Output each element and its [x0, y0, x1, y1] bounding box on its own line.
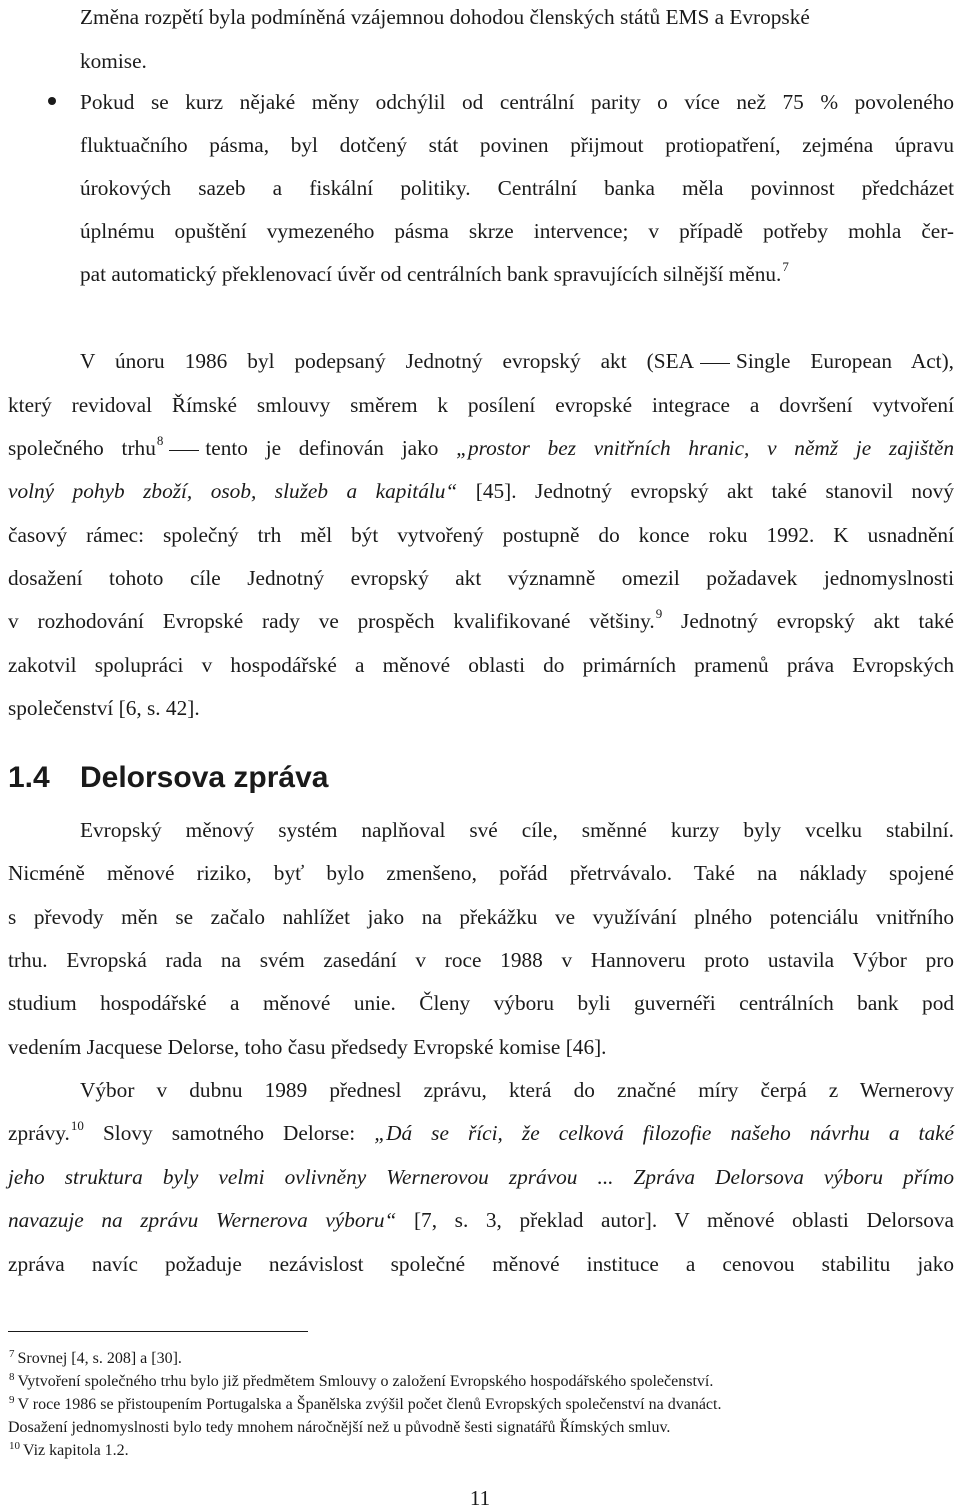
paragraph-line: v rozhodování Evropské rady ve prospěch kvalifikované většiny.$^9$ Jednotný evropský akt také [8, 606, 954, 633]
paragraph-line: Nicméně měnové riziko, byť bylo zmenšeno, pořád přetrvávalo. Také na náklady spojené [8, 861, 954, 885]
footnote-8: $^8$ Vytvoření společného trhu bylo již předmětem Smlouvy o založení Evropského hospodářského společenství. [9, 1371, 714, 1390]
paragraph-line: Evropský měnový systém naplňoval své cíle, směnné kurzy byly vcelku stabilní. [80, 818, 954, 842]
footnote-ref[interactable]: 7 [782, 259, 789, 274]
footnote-9-continued: Dosažení jednomyslnosti bylo tedy mnohem náročnější než u původně šesti signatářů Římských smluv. [8, 1419, 671, 1436]
paragraph-line: V únoru 1986 byl podepsaný Jednotný evropský akt (SEA Single European Act), [80, 349, 955, 373]
paragraph-line: zprávy.$^{10}$ Slovy samotného Delorse: „Dá se říci, že celková filozofie našeho návrhu a také [8, 1118, 954, 1145]
paragraph-line: společného trhu$^8$ tento je definován jako „prostor bez vnitřních hranic, v němž je zajištěn [8, 433, 954, 460]
page-number: 11 [469, 1486, 491, 1510]
bullet-text-line: fluktuačního pásma, byl dotčený stát povinen přijmout protiopatření, zejména úpravu [80, 133, 954, 157]
footnote-10: $^{10}$ Viz kapitola 1.2. [9, 1440, 129, 1459]
paragraph-line: časový rámec: společný trh měl být vytvořený postupně do konce roku 1992. K usnadnění [8, 523, 954, 547]
paragraph-line: s převody měn se začalo nahlížet jako na překážku ve využívání plného potenciálu vnitřního [8, 905, 954, 929]
section-number: 1.4 [8, 761, 50, 794]
footnote-separator [8, 1331, 308, 1332]
paragraph-line: Výbor v dubnu 1989 přednesl zprávu, která do značné míry čerpá z Wernerovy [80, 1078, 954, 1102]
footnote-ref[interactable]: 9 [655, 606, 663, 621]
paragraph-line: vedením Jacquese Delorse, toho času předsedy Evropské komise [46]. [8, 1035, 607, 1059]
text-line: Změna rozpětí byla podmíněná vzájemnou dohodou členských států EMS a Evropské [80, 5, 810, 29]
section-title: Delorsova zpráva [80, 761, 329, 794]
paragraph-line: studium hospodářské a měnové unie. Členy výboru byli guvernéři centrálních bank pod [8, 991, 954, 1015]
footnote-ref[interactable]: 10 [70, 1118, 84, 1133]
bullet-text-line: úplnému opuštění vymezeného pásma skrze intervence; v případě potřeby mohla čer- [80, 219, 954, 243]
paragraph-line: který revidoval Římské smlouvy směrem k posílení evropské integrace a dovršení vytvoření [8, 393, 954, 417]
bullet-text-line: pat automatický překlenovací úvěr od centrálních bank spravujících silnější měnu.$^7$ [80, 259, 789, 286]
paragraph-line: společenství [6, s. 42]. [8, 696, 200, 720]
em-dash [700, 363, 730, 364]
paragraph-line: navazuje na zprávu Wernerova výboru“ [7, s. 3, překlad autor]. V měnové oblasti Delorsova [8, 1208, 954, 1232]
paragraph-line: zakotvil spolupráci v hospodářské a měnové oblasti do primárních pramenů práva Evropských [8, 653, 954, 677]
section-heading [8, 760, 328, 796]
paragraph-line: volný pohyb zboží, osob, služeb a kapitálu“ [45]. Jednotný evropský akt také stanovil nový [8, 479, 954, 503]
paragraph-line: trhu. Evropská rada na svém zasedání v roce 1988 v Hannoveru proto ustavila Výbor pro [8, 948, 954, 972]
bullet-text-line: Pokud se kurz nějaké měny odchýlil od centrální parity o více než 75 % povoleného [80, 90, 954, 114]
bullet-icon [48, 97, 56, 105]
paragraph-line: jeho struktura byly velmi ovlivněny Wernerovou zprávou ... Zpráva Delorsova výboru přímo [8, 1165, 954, 1189]
bullet-text-line: úrokových sazeb a fiskální politiky. Centrální banka měla povinnost předcházet [80, 176, 954, 200]
text-line: komise. [80, 49, 147, 73]
footnote-7: $^7$ Srovnej [4, s. 208] a [30]. [9, 1348, 182, 1367]
footnote-9: $^9$ V roce 1986 se přistoupením Portugalska a Španělska zvýšil počet členů Evropských společenství na dvanáct. [9, 1394, 722, 1413]
paragraph-line: dosažení tohoto cíle Jednotný evropský akt významně omezil požadavek jednomyslnosti [8, 566, 954, 590]
em-dash [169, 450, 199, 451]
paragraph-line: zpráva navíc požaduje nezávislost společné měnové instituce a cenovou stabilitu jako [8, 1252, 954, 1276]
footnote-ref[interactable]: 8 [156, 433, 164, 448]
